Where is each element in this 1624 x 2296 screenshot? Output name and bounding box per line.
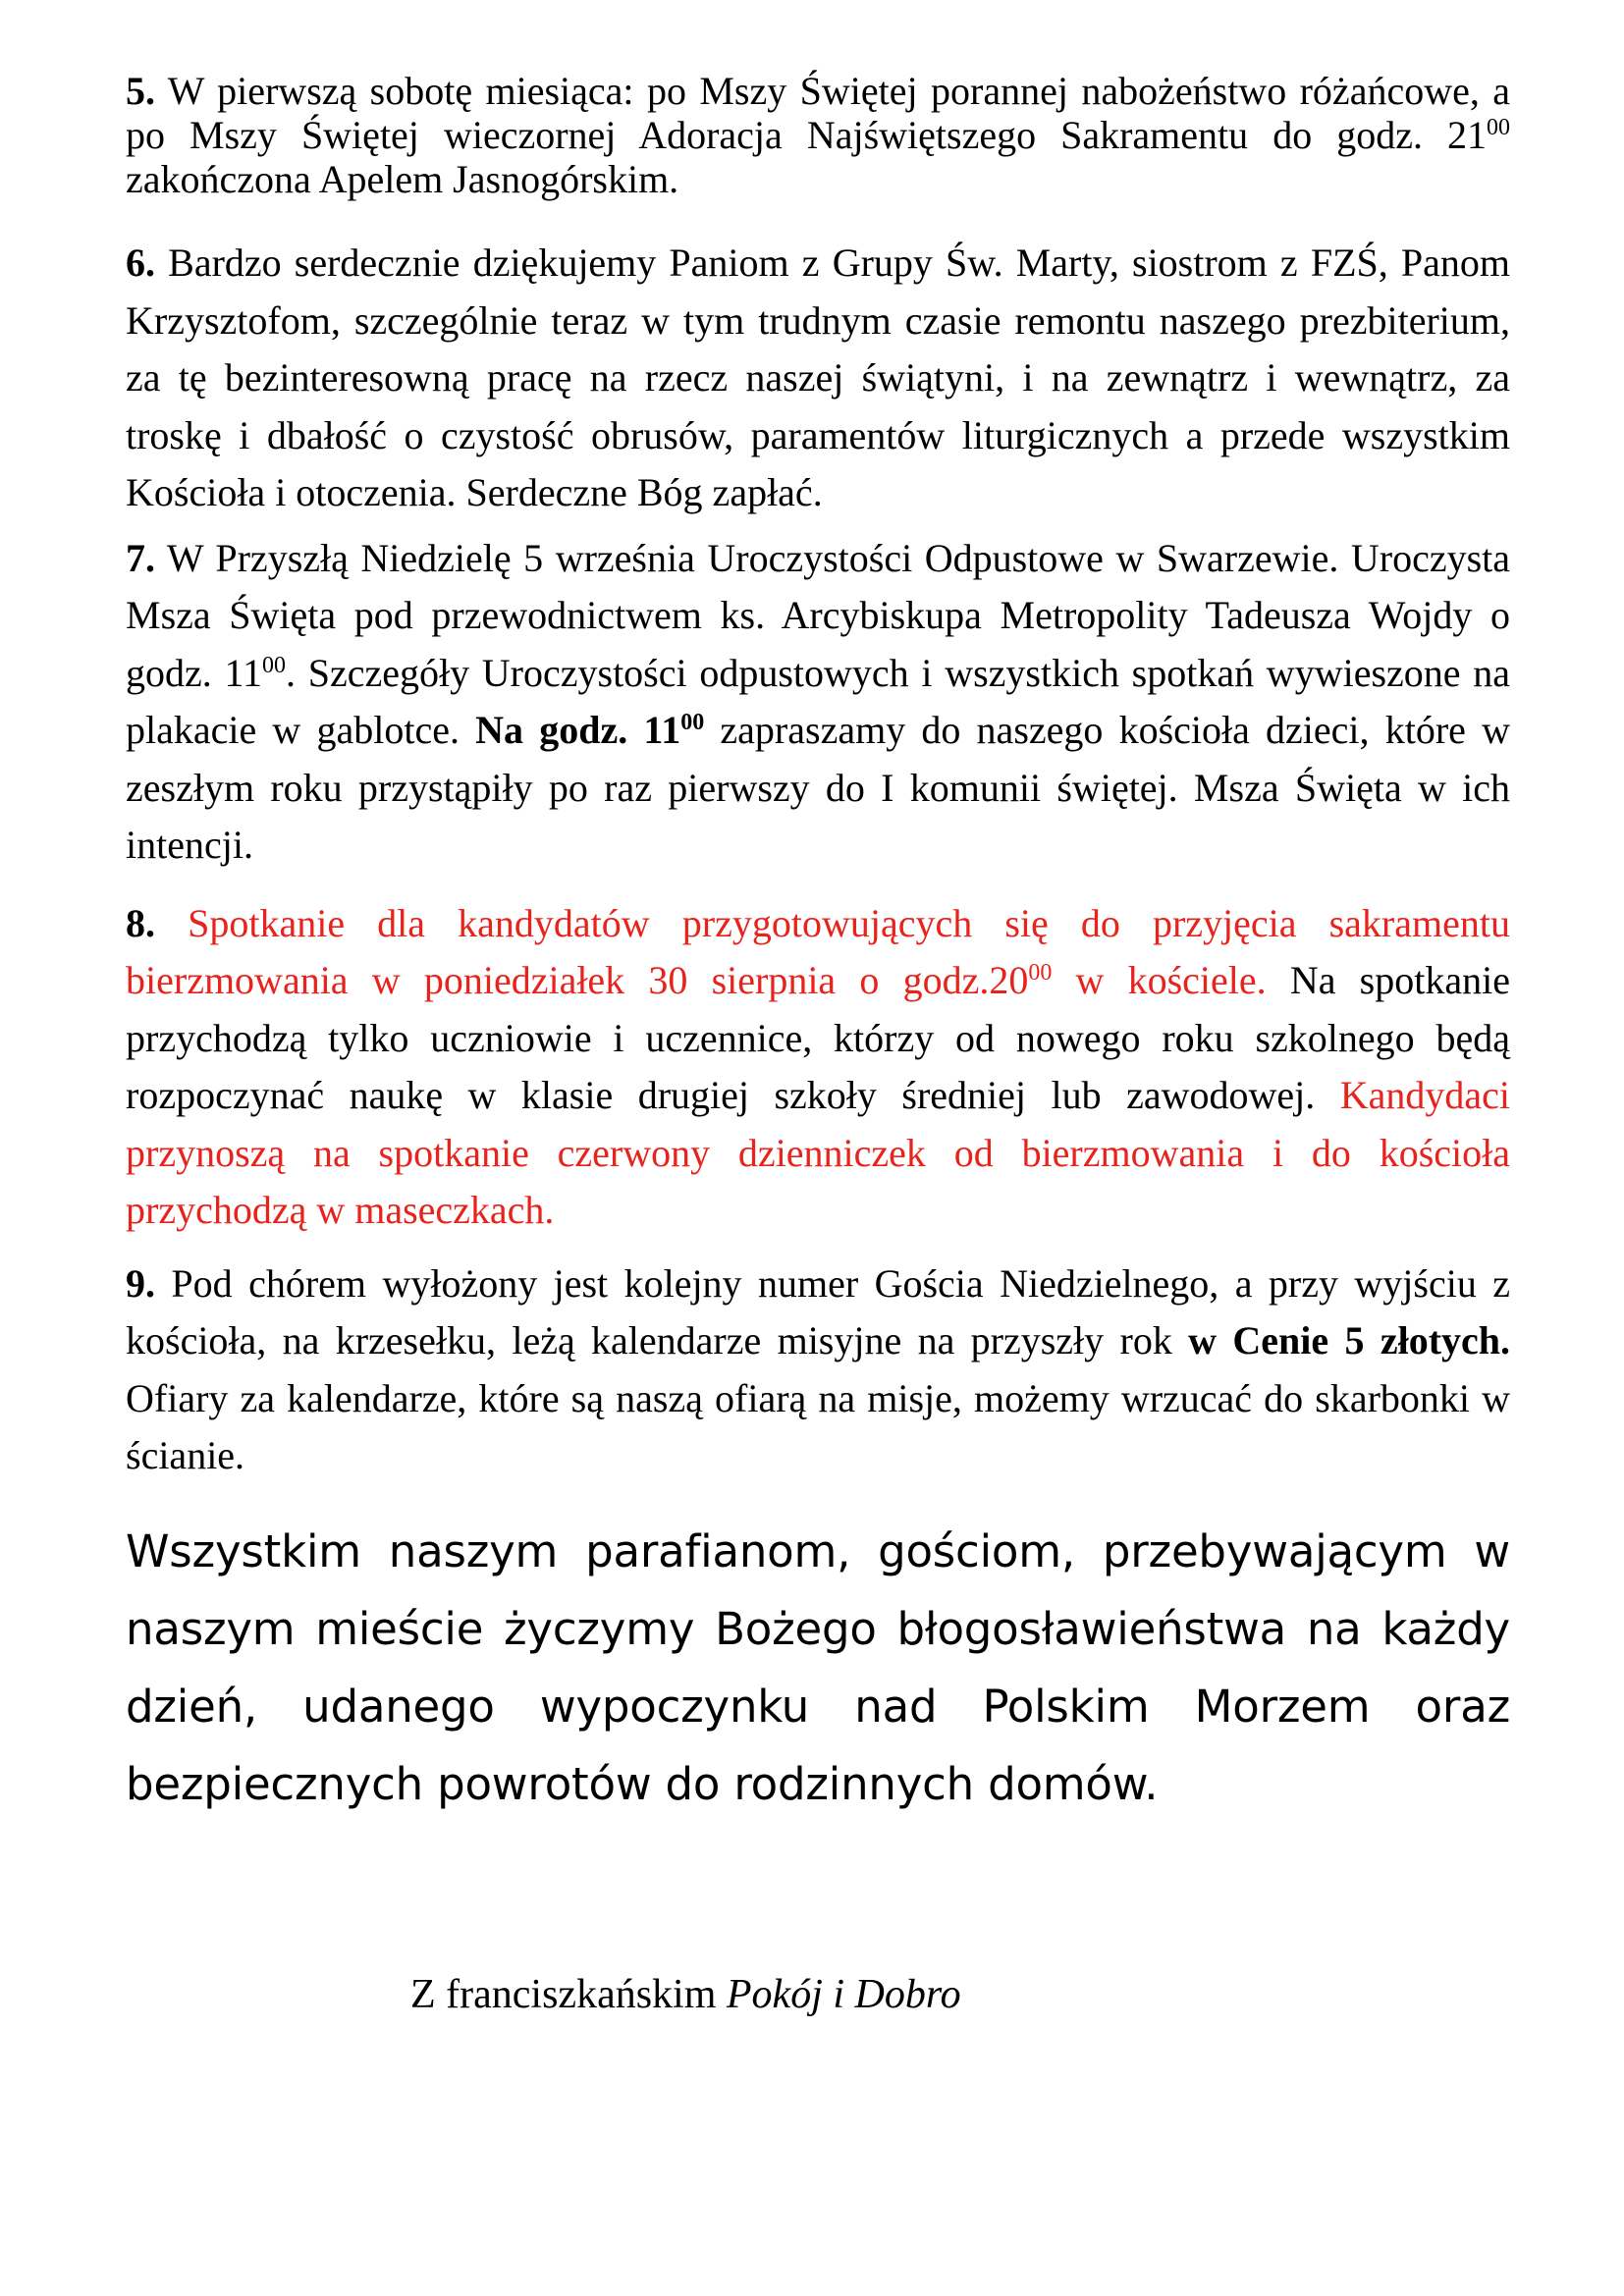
announcements-page [126, 69, 1510, 1823]
bold-price-notice: w Cenie 5 złotych. [1188, 1318, 1511, 1362]
item-text: Pod chórem wyłożony jest kolejny numer Gościa Niedzielnego, a przy wyjściu z kościoła, na krzesełku, leżą kalendarze misyjne na przyszły rok [126, 1260, 1510, 1362]
highlighted-text: w kościele. [1052, 958, 1267, 1002]
item-text: zakończona Apelem Jasnogórskim. [126, 157, 679, 201]
item-text: Ofiary za kalendarze, które są naszą ofiarą na misje, możemy wrzucać do skarbonki w ścianie. [126, 1375, 1510, 1477]
item-number: 5. [126, 69, 155, 113]
announcement-item-6 [126, 235, 1510, 522]
announcement-item-8 [126, 895, 1510, 1240]
closing-text: Z franciszkańskim [410, 1972, 727, 2017]
time-superscript: 00 [261, 652, 286, 678]
item-text: Bardzo serdecznie dziękujemy Paniom z Grupy Św. Marty, siostrom z FZŚ, Panom Krzysztofom, szczególnie teraz w tym trudnym czasie remontu naszego prezbiterium, za tę bezinteresowną pracę na rzecz naszej świątyni, i na zewnątrz i wewnątrz, za troskę i dbałość o czystość obrusów, paramentów liturgicznych a przede wszystkim Kościoła i otoczenia. Serdeczne Bóg zapłać. [126, 240, 1511, 514]
item-text: Na spotkanie przychodzą tylko uczniowie i uczennice, którzy od nowego roku szkolnego będą rozpoczynać naukę w klasie drugiej szkoły średniej lub zawodowej. [126, 958, 1510, 1117]
announcement-item-5 [126, 69, 1510, 201]
item-number: 9. [126, 1260, 155, 1306]
item-text: . Szczegóły Uroczystości odpustowych i wszystkich spotkań wywieszone na plakacie w gablotce. [126, 650, 1510, 752]
time-superscript: 00 [680, 710, 705, 735]
closing-signature [410, 1970, 961, 2019]
wishes-paragraph: Wszystkim naszym parafianom, gościom, przebywającym w naszym mieście życzymy Bożego błogosławieństwa na każdy dzień, udanego wypoczynku nad Polskim Morzem oraz bezpiecznych powrotów do rodzinnych domów. [126, 1524, 1510, 1810]
item-number: 8. [126, 900, 155, 945]
item-number: 6. [126, 240, 155, 285]
time-superscript: 00 [1487, 115, 1510, 140]
highlighted-text: Spotkanie dla kandydatów przygotowujących się do przyjęcia sakramentu bierzmowania w poniedziałek 30 sierpnia o godz.20 [126, 900, 1510, 1002]
time-superscript: 00 [1028, 960, 1053, 986]
announcement-item-7 [126, 530, 1510, 875]
item-text: W Przyszłą Niedzielę 5 września Uroczystości Odpustowe w Swarzewie. Uroczysta Msza Święta pod przewodnictwem ks. Arcybiskupa Metropolity Tadeusza Wojdy o godz. 11 [126, 535, 1511, 695]
closing-motto: Pokój i Dobro [726, 1972, 961, 2017]
bold-time-notice: Na godz. $11^{00}$ [475, 708, 705, 752]
item-number: 7. [126, 535, 155, 580]
item-text: zapraszamy do naszego kościoła dzieci, które w zeszłym roku przystąpiły po raz pierwszy do I komunii świętej. Msza Święta w ich intencji. [126, 708, 1510, 867]
announcement-item-9 [126, 1255, 1510, 1485]
item-text: W pierwszą sobotę miesiąca: po Mszy Świętej porannej nabożeństwo różańcowe, a po Mszy Świętej wieczornej Adoracja Najświętszego Sakramentu do godz. 21 [126, 69, 1510, 157]
highlighted-text: Kandydaci przynoszą na spotkanie czerwony dzienniczek od bierzmowania i do kościoła przychodzą w maseczkach. [126, 1073, 1510, 1232]
